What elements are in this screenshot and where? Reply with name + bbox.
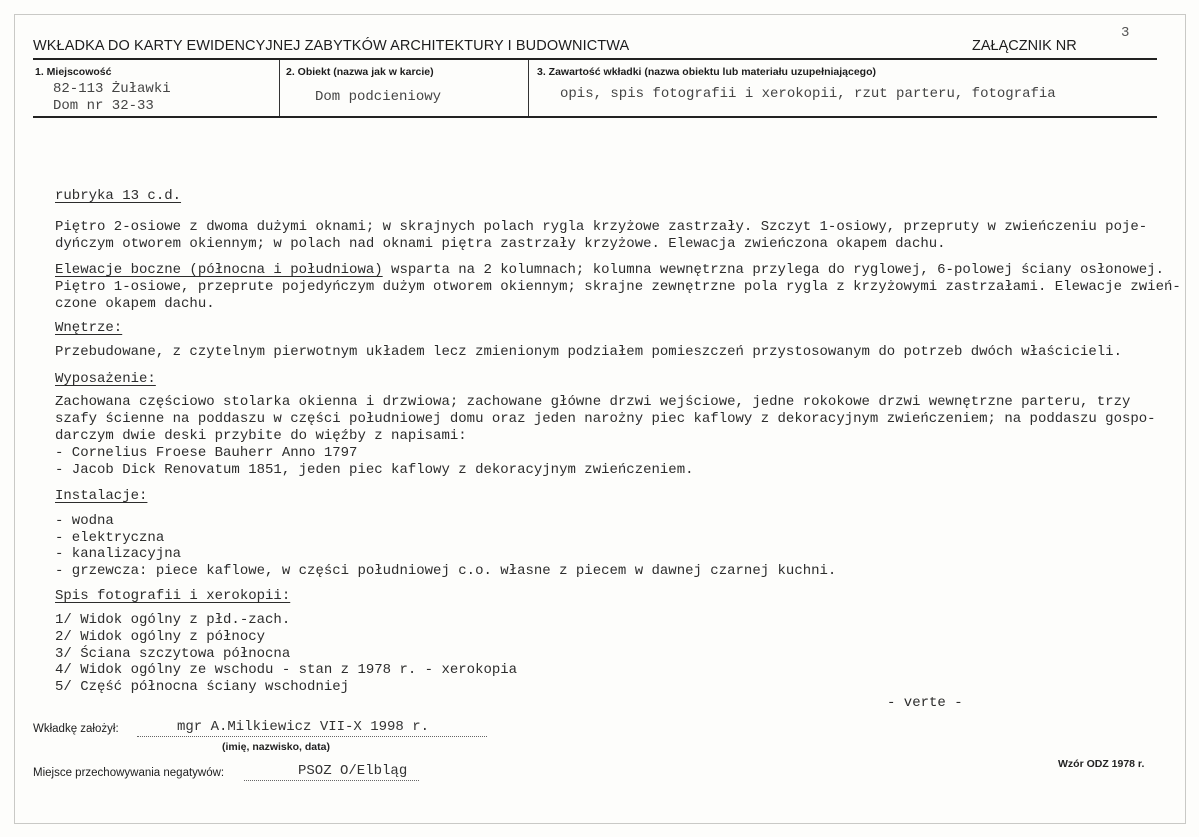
- installations-heading: Instalacje:: [55, 488, 148, 504]
- installation-item: - kanalizacyjna: [55, 546, 182, 562]
- photo-item: 3/ Ściana szczytowa północna: [55, 646, 291, 662]
- paragraph-line: Piętro 1-osiowe, przeprute pojedyńczym dużym otworem okiennym; skrajne zewnętrzne pola rygla z krzyżowymi zastrzałami. Elewacje zwień-: [55, 279, 1181, 295]
- side-elevations-line: [55, 262, 1164, 279]
- installation-item: - grzewcza: piece kaflowe, w części południowej c.o. własne z piecem w dawnej czarnej kuchni.: [55, 563, 837, 579]
- locality-line-1: 82-113 Żuławki: [53, 81, 171, 97]
- rubric-heading: rubryka 13 c.d.: [55, 188, 182, 204]
- author-label: Wkładkę założył:: [33, 723, 119, 735]
- author-value: mgr A.Milkiewicz VII-X 1998 r.: [177, 719, 430, 735]
- interior-heading: Wnętrze:: [55, 320, 123, 336]
- header-bottom-rule: [33, 116, 1157, 118]
- equipment-line: szafy ścienne na poddaszu w części południowej domu oraz jeden narożny piec kaflowy z dekoracyjnym zwieńczeniem; na poddaszu gospo-: [55, 411, 1156, 427]
- header-top-rule: [33, 58, 1157, 60]
- author-dotted-line: [137, 736, 487, 737]
- author-caption: (imię, nazwisko, data): [222, 741, 330, 753]
- negatives-dotted-line: [244, 780, 419, 781]
- photo-item: 4/ Widok ogólny ze wschodu - stan z 1978 r. - xerokopia: [55, 662, 518, 678]
- side-elevations-heading: Elewacje boczne (północna i południowa): [55, 262, 383, 278]
- photo-item: 1/ Widok ogólny z płd.-zach.: [55, 612, 291, 628]
- equipment-line: Zachowana częściowo stolarka okienna i drzwiowa; zachowane główne drzwi wejściowe, jedne rokokowe drzwi wewnętrzne parteru, trzy: [55, 394, 1131, 410]
- side-elevations-text: wsparta na 2 kolumnach; kolumna wewnętrzna przylega do ryglowej, 6-polowej ściany osłonowej.: [382, 262, 1164, 278]
- locality-label: 1. Miejscowość: [35, 66, 112, 78]
- interior-text: Przebudowane, z czytelnym pierwotnym układem lecz zmienionym podziałem pomieszczeń przystosowanym do potrzeb dwóch właścicieli.: [55, 344, 1122, 360]
- contents-value: opis, spis fotografii i xerokopii, rzut parteru, fotografia: [560, 86, 1056, 102]
- object-label: 2. Obiekt (nazwa jak w karcie): [286, 66, 434, 78]
- paragraph-line: dyńczym otworem okiennym; w polach nad oknami piętra zastrzały krzyżowe. Elewacja zwieńczona okapem dachu.: [55, 236, 946, 252]
- annex-number: 3: [1121, 25, 1130, 41]
- equipment-heading: Wyposażenie:: [55, 371, 156, 387]
- photo-item: 2/ Widok ogólny z północy: [55, 629, 266, 645]
- paragraph-line: Piętro 2-osiowe z dwoma dużymi oknami; w skrajnych polach rygla krzyżowe zastrzały. Szczyt 1-osiowy, przepruty w zwieńczeniu poje-: [55, 219, 1148, 235]
- object-value: Dom podcieniowy: [315, 89, 442, 105]
- negatives-value: PSOZ O/Elbląg: [298, 763, 408, 779]
- equipment-line: darczym dwie deski przybite do więźby z napisami:: [55, 428, 467, 444]
- form-model: Wzór ODZ 1978 r.: [1058, 758, 1145, 770]
- paragraph-line: czone okapem dachu.: [55, 296, 215, 312]
- equipment-line: - Cornelius Froese Bauherr Anno 1797: [55, 445, 358, 461]
- column-divider-2: [528, 60, 529, 116]
- installation-item: - elektryczna: [55, 530, 165, 546]
- column-divider-1: [279, 60, 280, 116]
- photo-item: 5/ Część północna ściany wschodniej: [55, 679, 350, 695]
- form-title: WKŁADKA DO KARTY EWIDENCYJNEJ ZABYTKÓW ARCHITEKTURY I BUDOWNICTWA: [33, 38, 630, 54]
- negatives-label: Miejsce przechowywania negatywów:: [33, 767, 225, 779]
- photos-heading: Spis fotografii i xerokopii:: [55, 588, 291, 604]
- contents-label: 3. Zawartość wkładki (nazwa obiektu lub materiału uzupełniającego): [537, 66, 876, 78]
- annex-label: ZAŁĄCZNIK NR: [972, 38, 1077, 54]
- installation-item: - wodna: [55, 513, 114, 529]
- locality-line-2: Dom nr 32-33: [53, 98, 154, 114]
- verte-note: - verte -: [887, 695, 963, 711]
- equipment-line: - Jacob Dick Renovatum 1851, jeden piec kaflowy z dekoracyjnym zwieńczeniem.: [55, 462, 694, 478]
